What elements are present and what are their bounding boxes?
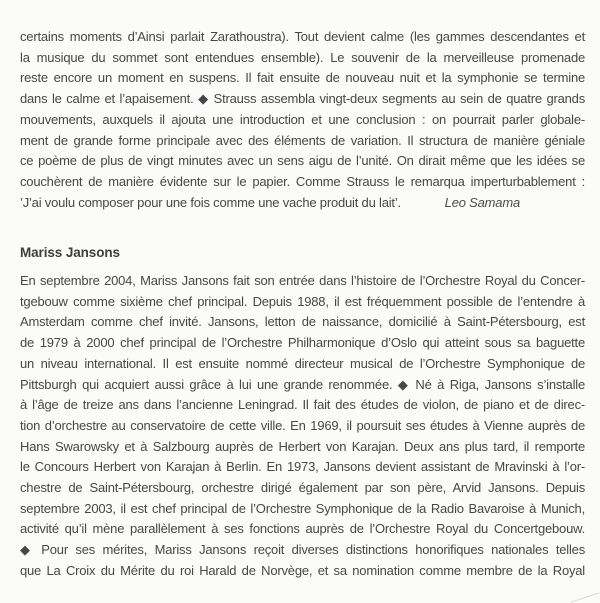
text-line: Pittsburgh qui acquiert aussi grâce à lui une grande renommée. ◆ Né à Riga, Jansons s’installe: [20, 376, 585, 392]
text-line: Amsterdam comme chef invité. Jansons, letton de naissance, domicilié à Saint-Pétersbourg, est: [20, 314, 585, 330]
text-line: Hans Swarowsky et à Salzbourg auprès de Herbert von Karajan. Deux ans plus tard, il remporte: [20, 438, 585, 454]
quote-line: [20, 193, 585, 214]
section-heading: Mariss Jansons: [20, 245, 120, 261]
text-line: à l’âge de treize ans dans l’ancienne Leningrad. Il fait des études de violon, de piano et de direc-: [20, 397, 585, 413]
text-line: le Concours Herbert von Karajan à Berlin. En 1973, Jansons devient assistant de Mravinski à l’or-: [20, 459, 585, 475]
text-line: septembre 2003, il est chef principal de l’Orchestre Symphonique de la Radio Bavaroise à Munich,: [20, 500, 585, 516]
text-line: de 1979 à 2000 chef principal de l’Orchestre Philharmonique d’Oslo qui atteint sous sa baguette: [20, 335, 585, 351]
paragraph-strauss: [20, 27, 585, 213]
text-line: un niveau international. Il est ensuite nommé directeur musical de l’Orchestre Symphonique de: [20, 355, 585, 371]
text-line: ◆ Pour ses mérites, Mariss Jansons reçoit diverses distinctions honorifiques nationales telles: [20, 542, 585, 558]
text-line: tgebouw comme sixième chef principal. Depuis 1988, il est fréquemment possible de l’entendre à: [20, 293, 585, 309]
text-line: activité qu’il mène parallèlement à ses fonctions auprès de l’Orchestre Royal du Concertgebouw.: [20, 521, 585, 537]
text-line: certains moments d’Ainsi parlait Zarathoustra). Tout devient calme (les gammes descendantes et: [20, 29, 585, 44]
text-line: couchèrent de manière évidente sur le papier. Comme Strauss le remarqua imperturbablement :: [20, 173, 585, 189]
text-line: mouvements, auxquels il ajouta une introduction et une conclusion : on pourrait parler globale-: [20, 111, 585, 127]
text-line: reste encore un moment en suspens. Il fait ensuite de nouveau nuit et la symphonie se termine: [20, 70, 585, 86]
scan-corner-artifact: [571, 592, 600, 602]
text-line: ce poème de plus de vingt minutes avec un sens aigu de l’unité. On dirait même que les idées se: [20, 153, 585, 169]
text-line: dans le calme et l’apaisement. ◆ Strauss assembla vingt-deux segments au sein de quatre grands: [20, 91, 585, 107]
text-line: ment de grande forme principale avec des éléments de variation. Il structura de manière géniale: [20, 132, 585, 148]
text-line: que La Croix du Mérite du roi Harald de Norvège, et sa nomination comme membre de la Royal: [20, 562, 585, 578]
text-line: En septembre 2004, Mariss Jansons fait son entrée dans l’histoire de l’Orchestre Royal du Concer-: [20, 273, 585, 289]
text-line: chestre de Saint-Pétersbourg, orchestre dirigé également par son père, Arvid Jansons. Depuis: [20, 480, 585, 496]
text-line: tion d’orchestre au conservatoire de cette ville. En 1969, il poursuit ses études à Vienne auprès de: [20, 417, 585, 433]
text-line: la musique du sommet sont entendues ensemble). Le souvenir de la merveilleuse promenade: [20, 49, 585, 65]
author-attribution: Leo Samama: [444, 194, 520, 210]
quote-text: ’J’ai voulu composer pour une fois comme une vache produit du lait’.: [20, 194, 401, 210]
paragraph-jansons-bio: [20, 271, 585, 582]
